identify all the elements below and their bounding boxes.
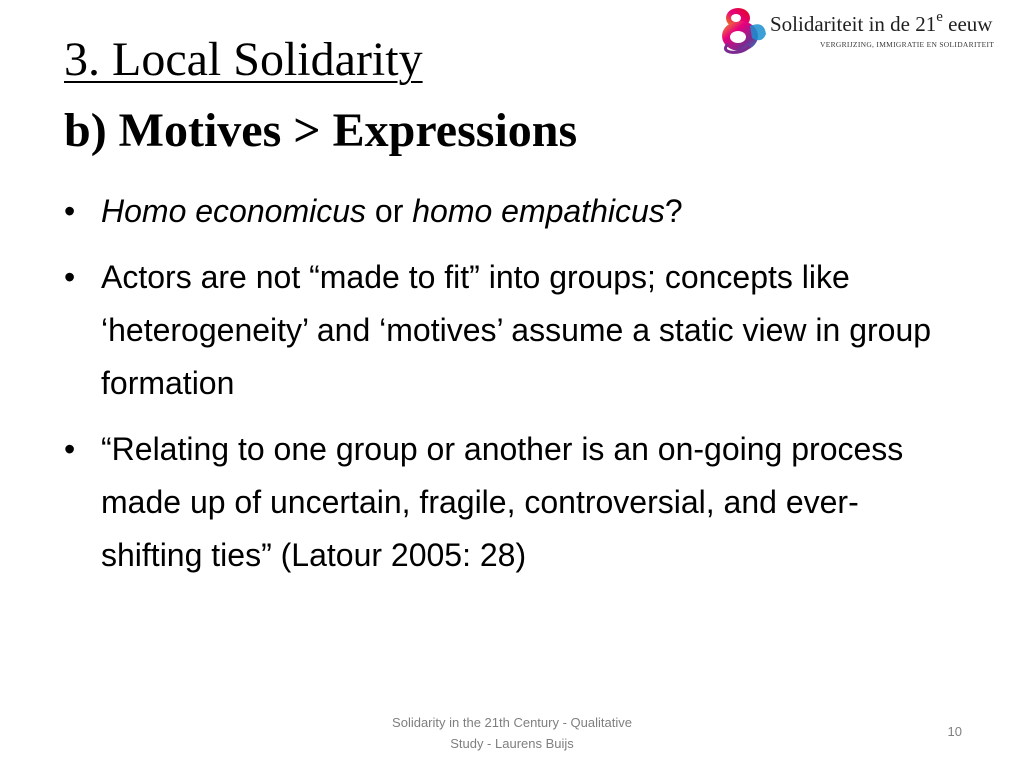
logo-name-suffix: eeuw — [942, 12, 993, 36]
bullet-list — [64, 185, 944, 595]
bullet-italic-term: homo empathicus — [412, 193, 665, 229]
footer-text — [352, 712, 672, 754]
bullet-text: “Relating to one group or another is an on-going process made up of uncertain, fragile, controversial, and ever-shifting ties” (Latour 2005: 28) — [101, 431, 904, 573]
slide-title: 3. Local Solidarity — [64, 33, 423, 86]
footer-line-1: Solidarity in the 21th Century - Qualitative — [392, 715, 632, 730]
bullet-text: or — [366, 193, 413, 229]
bullet-text: ? — [664, 193, 683, 229]
slide-subtitle: b) Motives > Expressions — [64, 104, 578, 157]
bullet-item — [64, 423, 944, 582]
page-number: 10 — [947, 724, 962, 739]
bullet-item — [64, 185, 944, 238]
logo-superscript: e — [936, 9, 943, 25]
bullet-text: Actors are not “made to fit” into groups; concepts like ‘heterogeneity’ and ‘motives’ assume a static view in group formation — [101, 259, 932, 401]
ampersand-logo-icon — [716, 4, 770, 56]
bullet-italic-term: Homo economicus — [101, 193, 366, 229]
logo-tagline: VERGRIJZING, IMMIGRATIE EN SOLIDARITEIT — [820, 40, 995, 49]
logo-title — [770, 9, 993, 36]
logo-name: Solidariteit in de 21 — [770, 12, 937, 36]
logo — [716, 4, 1016, 56]
bullet-item — [64, 251, 944, 410]
footer-line-2: Study - Laurens Buijs — [450, 736, 574, 751]
